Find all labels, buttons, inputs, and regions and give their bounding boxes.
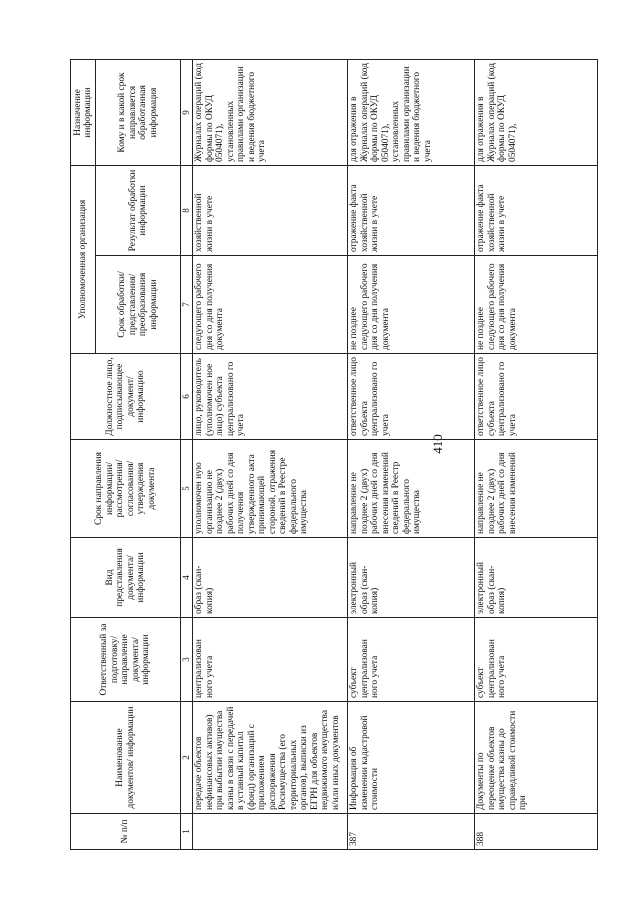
proc-deadline-cell: следующего рабочего дня со дня получения документа [193,256,348,354]
column-number: 3 [181,618,193,702]
table-row [193,59,348,849]
doc-name-cell: передаче объектов нефинансовых активов) при выбытии имущества казны в связи с передачей в уставный капитал (фонд) организаций с приложением распоряжения Росимущества (его территориальных органов), выписки из ЕГРН для объектов недвижимого имущества и/или иных документов [193,702,348,814]
view-cell: электронный образ (скан-копия) [475,538,598,618]
official-cell: лицо, руководитель (уполномочен ное лицо) субъекта централизовано го учета [193,354,348,440]
view-cell: образ (скан-копия) [193,538,348,618]
result-cell: отражение факта хозяйственной жизни в учете [348,165,475,255]
doc-name-cell: Информация об изменении кадастровой стоимости [348,702,475,814]
purpose-cell: Журналах операций (код формы по ОКУД 0504071), установленных правилами организации и ведения бюджетного учета [193,59,348,165]
header-result: Результат обработки информации [96,165,181,255]
column-number-row [181,59,193,849]
official-cell: ответственное лицо субъекта централизовано го учета [348,354,475,440]
header-doc-name: Наименование документов/ информации [71,702,181,814]
header-responsible: Ответственный за подготовку/ направление документа/ информации [71,618,181,702]
column-number: 7 [181,256,193,354]
proc-deadline-cell: не позднее следующего рабочего дня со дня получения документа [348,256,475,354]
responsible-cell: субъект централизован ного учета [475,618,598,702]
document-table-container [70,60,570,850]
column-number: 9 [181,59,193,165]
page-number: 410 [430,434,445,454]
column-number: 8 [181,165,193,255]
table-row [348,59,475,849]
header-purpose: Назначение информации [71,59,96,165]
row-number: 387 [348,814,475,850]
purpose-cell: для отражения в Журналах операций (код формы по ОКУД 0504071), [475,59,598,165]
official-cell: ответственное лицо субъекта централизовано го учета [475,354,598,440]
purpose-cell: для отражения в Журналах операций (код формы по ОКУД 0504071), установленных правилами организации и ведения бюджетного учета [348,59,475,165]
document-table [70,59,598,850]
proc-deadline-cell: не позднее следующего рабочего дня со дня получения документа [475,256,598,354]
row-number: 388 [475,814,598,850]
table-row [475,59,598,849]
result-cell: хозяйственной жизни в учете [193,165,348,255]
header-org-group: Уполномоченная организация [71,165,96,353]
column-number: 6 [181,354,193,440]
deadline-cell: уполномочен ную организацию не позднее 2 (двух) рабочих дней со дня получения утвержденного акта принимающей стороной, отражения сведений в Реестре федерального имущества [193,440,348,538]
deadline-cell: направление не позднее 2 (двух) рабочих дней со дня внесения изменений [475,440,598,538]
result-cell: отражение факта хозяйственной жизни в учете [475,165,598,255]
responsible-cell: централизован ного учета [193,618,348,702]
header-proc-deadline: Срок обработки/ представления/ преобразования информации [96,256,181,354]
responsible-cell: субъект централизован ного учета [348,618,475,702]
header-row-1 [71,59,96,849]
row-number [193,814,348,850]
column-number: 4 [181,538,193,618]
header-official: Должностное лицо, подписывающее документ/ информацию [71,354,181,440]
header-row-no: № п/п [71,814,181,850]
column-number: 2 [181,702,193,814]
column-number: 1 [181,814,193,850]
header-view: Вид представления документа/ информации [71,538,181,618]
doc-name-cell: Документы по переоценке объектов имущества казны до справедливой стоимости при [475,702,598,814]
header-purpose-sub: Кому и в какой срок направляется обработанная информация [96,59,181,165]
header-deadline: Срок направления информации/ рассмотрения/ согласования/ утверждения документа [71,440,181,538]
deadline-cell: направление не позднее 2 (двух) рабочих дней со дня внесения изменений сведений в Реестр федерального имущества [348,440,475,538]
view-cell: электронный образ (скан-копия) [348,538,475,618]
column-number: 5 [181,440,193,538]
